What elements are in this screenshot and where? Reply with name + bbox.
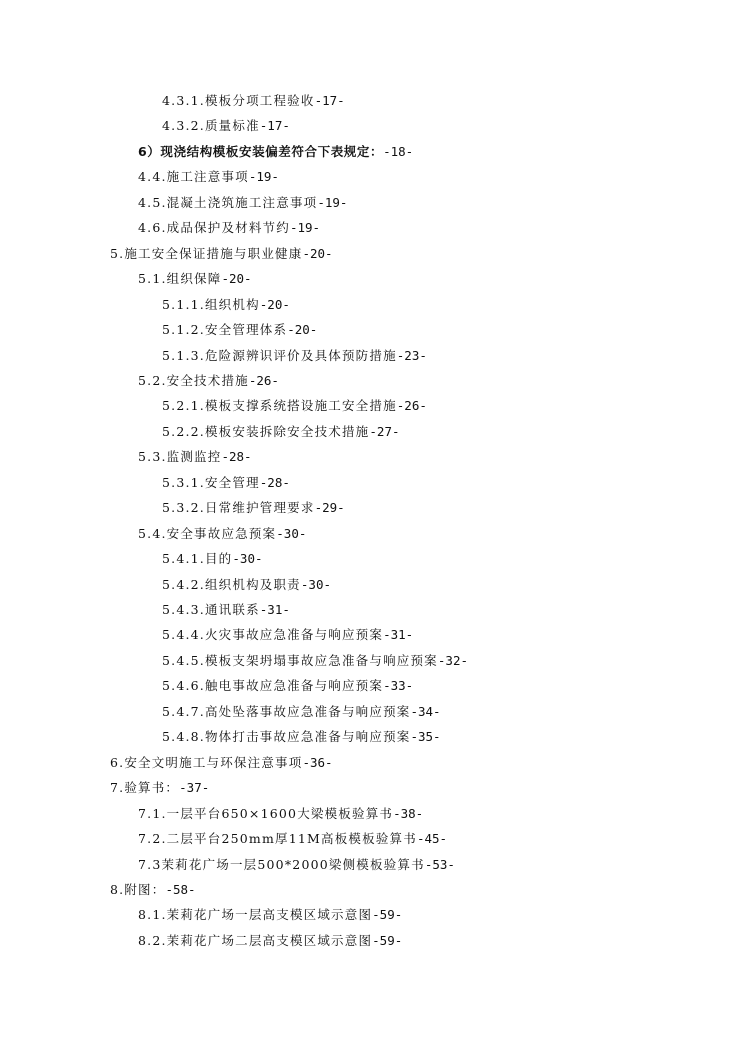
toc-entry-page-number: -59- [372, 907, 403, 922]
toc-entry-page-number: -18- [383, 144, 414, 159]
toc-entry[interactable] [138, 831, 447, 847]
toc-entry[interactable] [162, 348, 427, 364]
toc-entry-page-number: -53- [424, 857, 455, 872]
toc-entry[interactable] [162, 602, 290, 618]
toc-entry[interactable] [138, 933, 402, 949]
toc-entry-title: 7.验算书： [110, 780, 180, 795]
toc-entry-title: 5.施工安全保证措施与职业健康 [110, 246, 303, 261]
toc-entry-title: 5.1.3.危险源辨识评价及具体预防措施 [162, 348, 397, 363]
toc-entry-title: 5.3.监测监控 [138, 449, 222, 464]
toc-entry-title: 8.1.茉莉花广场一层高支模区域示意图 [138, 907, 373, 922]
toc-entry-page-number: -30- [232, 551, 263, 566]
toc-entry-title: 7.2.二层平台250mm厚11M高板模板验算书 [138, 831, 417, 846]
toc-entry-title: 6.安全文明施工与环保注意事项 [110, 755, 303, 770]
toc-entry[interactable] [162, 653, 468, 669]
toc-entry-title: 5.4.8.物体打击事故应急准备与响应预案 [162, 729, 411, 744]
toc-entry-page-number: -38- [393, 806, 424, 821]
toc-entry-title: 8.2.茉莉花广场二层高支模区域示意图 [138, 933, 373, 948]
toc-entry[interactable] [110, 780, 209, 796]
toc-entry-page-number: -19- [317, 195, 348, 210]
toc-entry[interactable] [162, 551, 263, 567]
toc-entry-page-number: -28- [259, 475, 290, 490]
toc-entry-title: 5.4.安全事故应急预案 [138, 526, 277, 541]
toc-entry-title: 5.4.1.目的 [162, 551, 233, 566]
toc-entry[interactable] [138, 857, 455, 873]
toc-entry-page-number: -17- [314, 93, 345, 108]
toc-entry-title: 4.4.施工注意事项 [138, 169, 249, 184]
toc-entry-page-number: -26- [396, 398, 427, 413]
toc-entry-page-number: -32- [437, 653, 468, 668]
toc-entry-title: 5.1.1.组织机构 [162, 297, 260, 312]
toc-entry-page-number: -37- [179, 780, 210, 795]
toc-entry-page-number: -19- [289, 220, 321, 235]
toc-entry-page-number: -31- [259, 602, 290, 617]
toc-entry[interactable] [138, 144, 413, 160]
toc-entry[interactable] [138, 271, 252, 287]
toc-entry-page-number: -20- [287, 322, 318, 337]
toc-entry[interactable] [138, 373, 279, 389]
toc-entry-page-number: -33- [383, 678, 414, 693]
toc-entry-title: 7.3茉莉花广场一层500*2000梁侧模板验算书 [138, 857, 425, 872]
toc-entry[interactable] [138, 169, 279, 185]
toc-entry-title: 5.3.1.安全管理 [162, 475, 260, 490]
toc-entry[interactable] [162, 729, 441, 745]
toc-entry[interactable] [162, 424, 400, 440]
toc-entry[interactable] [162, 322, 317, 338]
toc-entry-page-number: -20- [259, 297, 290, 312]
toc-entry-title: 4.3.2.质量标准 [162, 118, 260, 133]
toc-entry-page-number: -17- [259, 118, 290, 133]
toc-entry[interactable] [162, 475, 290, 491]
toc-entry-page-number: -20- [302, 246, 333, 261]
toc-entry[interactable] [162, 577, 331, 593]
toc-entry-page-number: -36- [302, 755, 333, 770]
toc-entry[interactable] [162, 627, 413, 643]
toc-entry-page-number: -29- [314, 500, 345, 515]
toc-entry-page-number: -20- [221, 271, 252, 286]
toc-entry-page-number: -31- [383, 627, 414, 642]
toc-entry[interactable] [138, 806, 423, 822]
toc-entry[interactable] [110, 755, 333, 771]
toc-entry-page-number: -30- [300, 577, 331, 592]
toc-entry[interactable] [138, 449, 252, 465]
toc-entry-title: 5.4.4.火灾事故应急准备与响应预案 [162, 627, 384, 642]
toc-entry[interactable] [162, 678, 413, 694]
toc-entry-title: 5.2.1.模板支撑系统搭设施工安全措施 [162, 398, 397, 413]
toc-entry-title: 4.5.混凝土浇筑施工注意事项 [138, 195, 318, 210]
toc-entry-title: 5.1.2.安全管理体系 [162, 322, 288, 337]
toc-entry-title: 8.附图： [110, 882, 166, 897]
toc-entry-title: 5.4.2.组织机构及职责 [162, 577, 301, 592]
toc-entry[interactable] [138, 526, 306, 542]
toc-entry[interactable] [138, 907, 402, 923]
toc-entry-page-number: -58- [165, 882, 196, 897]
toc-entry[interactable] [162, 704, 441, 720]
toc-entry-page-number: -23- [396, 348, 427, 363]
toc-entry-title: 5.2.2.模板安装拆除安全技术措施 [162, 424, 370, 439]
toc-entry-page-number: -26- [248, 373, 279, 388]
toc-entry-page-number: -19- [248, 169, 279, 184]
toc-entry-page-number: -30- [276, 526, 307, 541]
toc-entry-title: 5.4.5.模板支架坍塌事故应急准备与响应预案 [162, 653, 438, 668]
toc-entry[interactable] [162, 500, 345, 516]
toc-entry-title: 4.3.1.模板分项工程验收 [162, 93, 315, 108]
toc-entry-title: 5.3.2.日常维护管理要求 [162, 500, 315, 515]
toc-entry[interactable] [162, 297, 290, 313]
toc-entry-title: 5.4.6.触电事故应急准备与响应预案 [162, 678, 384, 693]
toc-entry-page-number: -28- [221, 449, 252, 464]
toc-entry[interactable] [110, 246, 333, 262]
toc-entry-page-number: -35- [410, 729, 441, 744]
toc-entry-page-number: -34- [410, 704, 441, 719]
toc-entry-title: 5.2.安全技术措施 [138, 373, 249, 388]
toc-entry[interactable] [110, 882, 196, 898]
toc-entry-title: 7.1.一层平台650×1600大梁模板验算书 [138, 806, 394, 821]
toc-entry[interactable] [138, 195, 347, 211]
toc-entry-page-number: -45- [416, 831, 448, 846]
toc-entry-title: 4.6.成品保护及材料节约 [138, 220, 290, 235]
toc-entry[interactable] [138, 220, 320, 236]
toc-entry-page-number: -27- [369, 424, 400, 439]
toc-entry[interactable] [162, 93, 345, 109]
toc-entry-title: 6）现浇结构模板安装偏差符合下表规定： [138, 144, 384, 159]
toc-entry-page-number: -59- [372, 933, 403, 948]
toc-entry-title: 5.4.3.通讯联系 [162, 602, 260, 617]
toc-entry-title: 5.4.7.高处坠落事故应急准备与响应预案 [162, 704, 411, 719]
toc-entry-title: 5.1.组织保障 [138, 271, 222, 286]
toc-entry[interactable] [162, 118, 290, 134]
toc-entry[interactable] [162, 398, 427, 414]
